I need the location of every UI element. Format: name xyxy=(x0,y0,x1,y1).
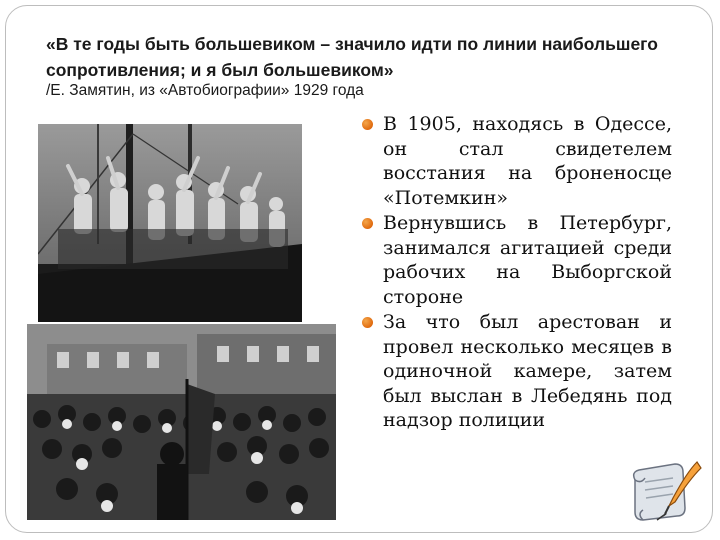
list-item xyxy=(362,310,672,433)
photo-icon xyxy=(38,124,302,322)
list-item-text: В 1905, находясь в Одессе, он стал свидетелем восстания на броненосце «Потемкин» xyxy=(383,113,672,209)
list-item-text: Вернувшись в Петербург, занимался агитацией среди рабочих на Выборгской стороне xyxy=(383,212,672,308)
facts-list xyxy=(362,112,672,434)
list-item-text: За что был арестован и провел несколько месяцев в одиночной камере, затем был выслан в Лебедянь под надзор полиции xyxy=(383,311,672,431)
bullet-icon xyxy=(362,317,373,328)
photo-icon xyxy=(27,324,336,520)
sailors-photo xyxy=(38,124,302,322)
epigraph-source: /Е. Замятин, из «Автобиографии» 1929 года xyxy=(46,82,364,99)
bullet-icon xyxy=(362,218,373,229)
scroll-quill-icon xyxy=(627,458,703,528)
bullet-icon xyxy=(362,119,373,130)
list-item xyxy=(362,211,672,309)
list-item xyxy=(362,112,672,210)
epigraph-quote: «В те годы быть большевиком – значило идти по линии наибольшего сопротивления; и я был большевиком» xyxy=(46,34,658,80)
crowd-photo xyxy=(27,324,336,520)
